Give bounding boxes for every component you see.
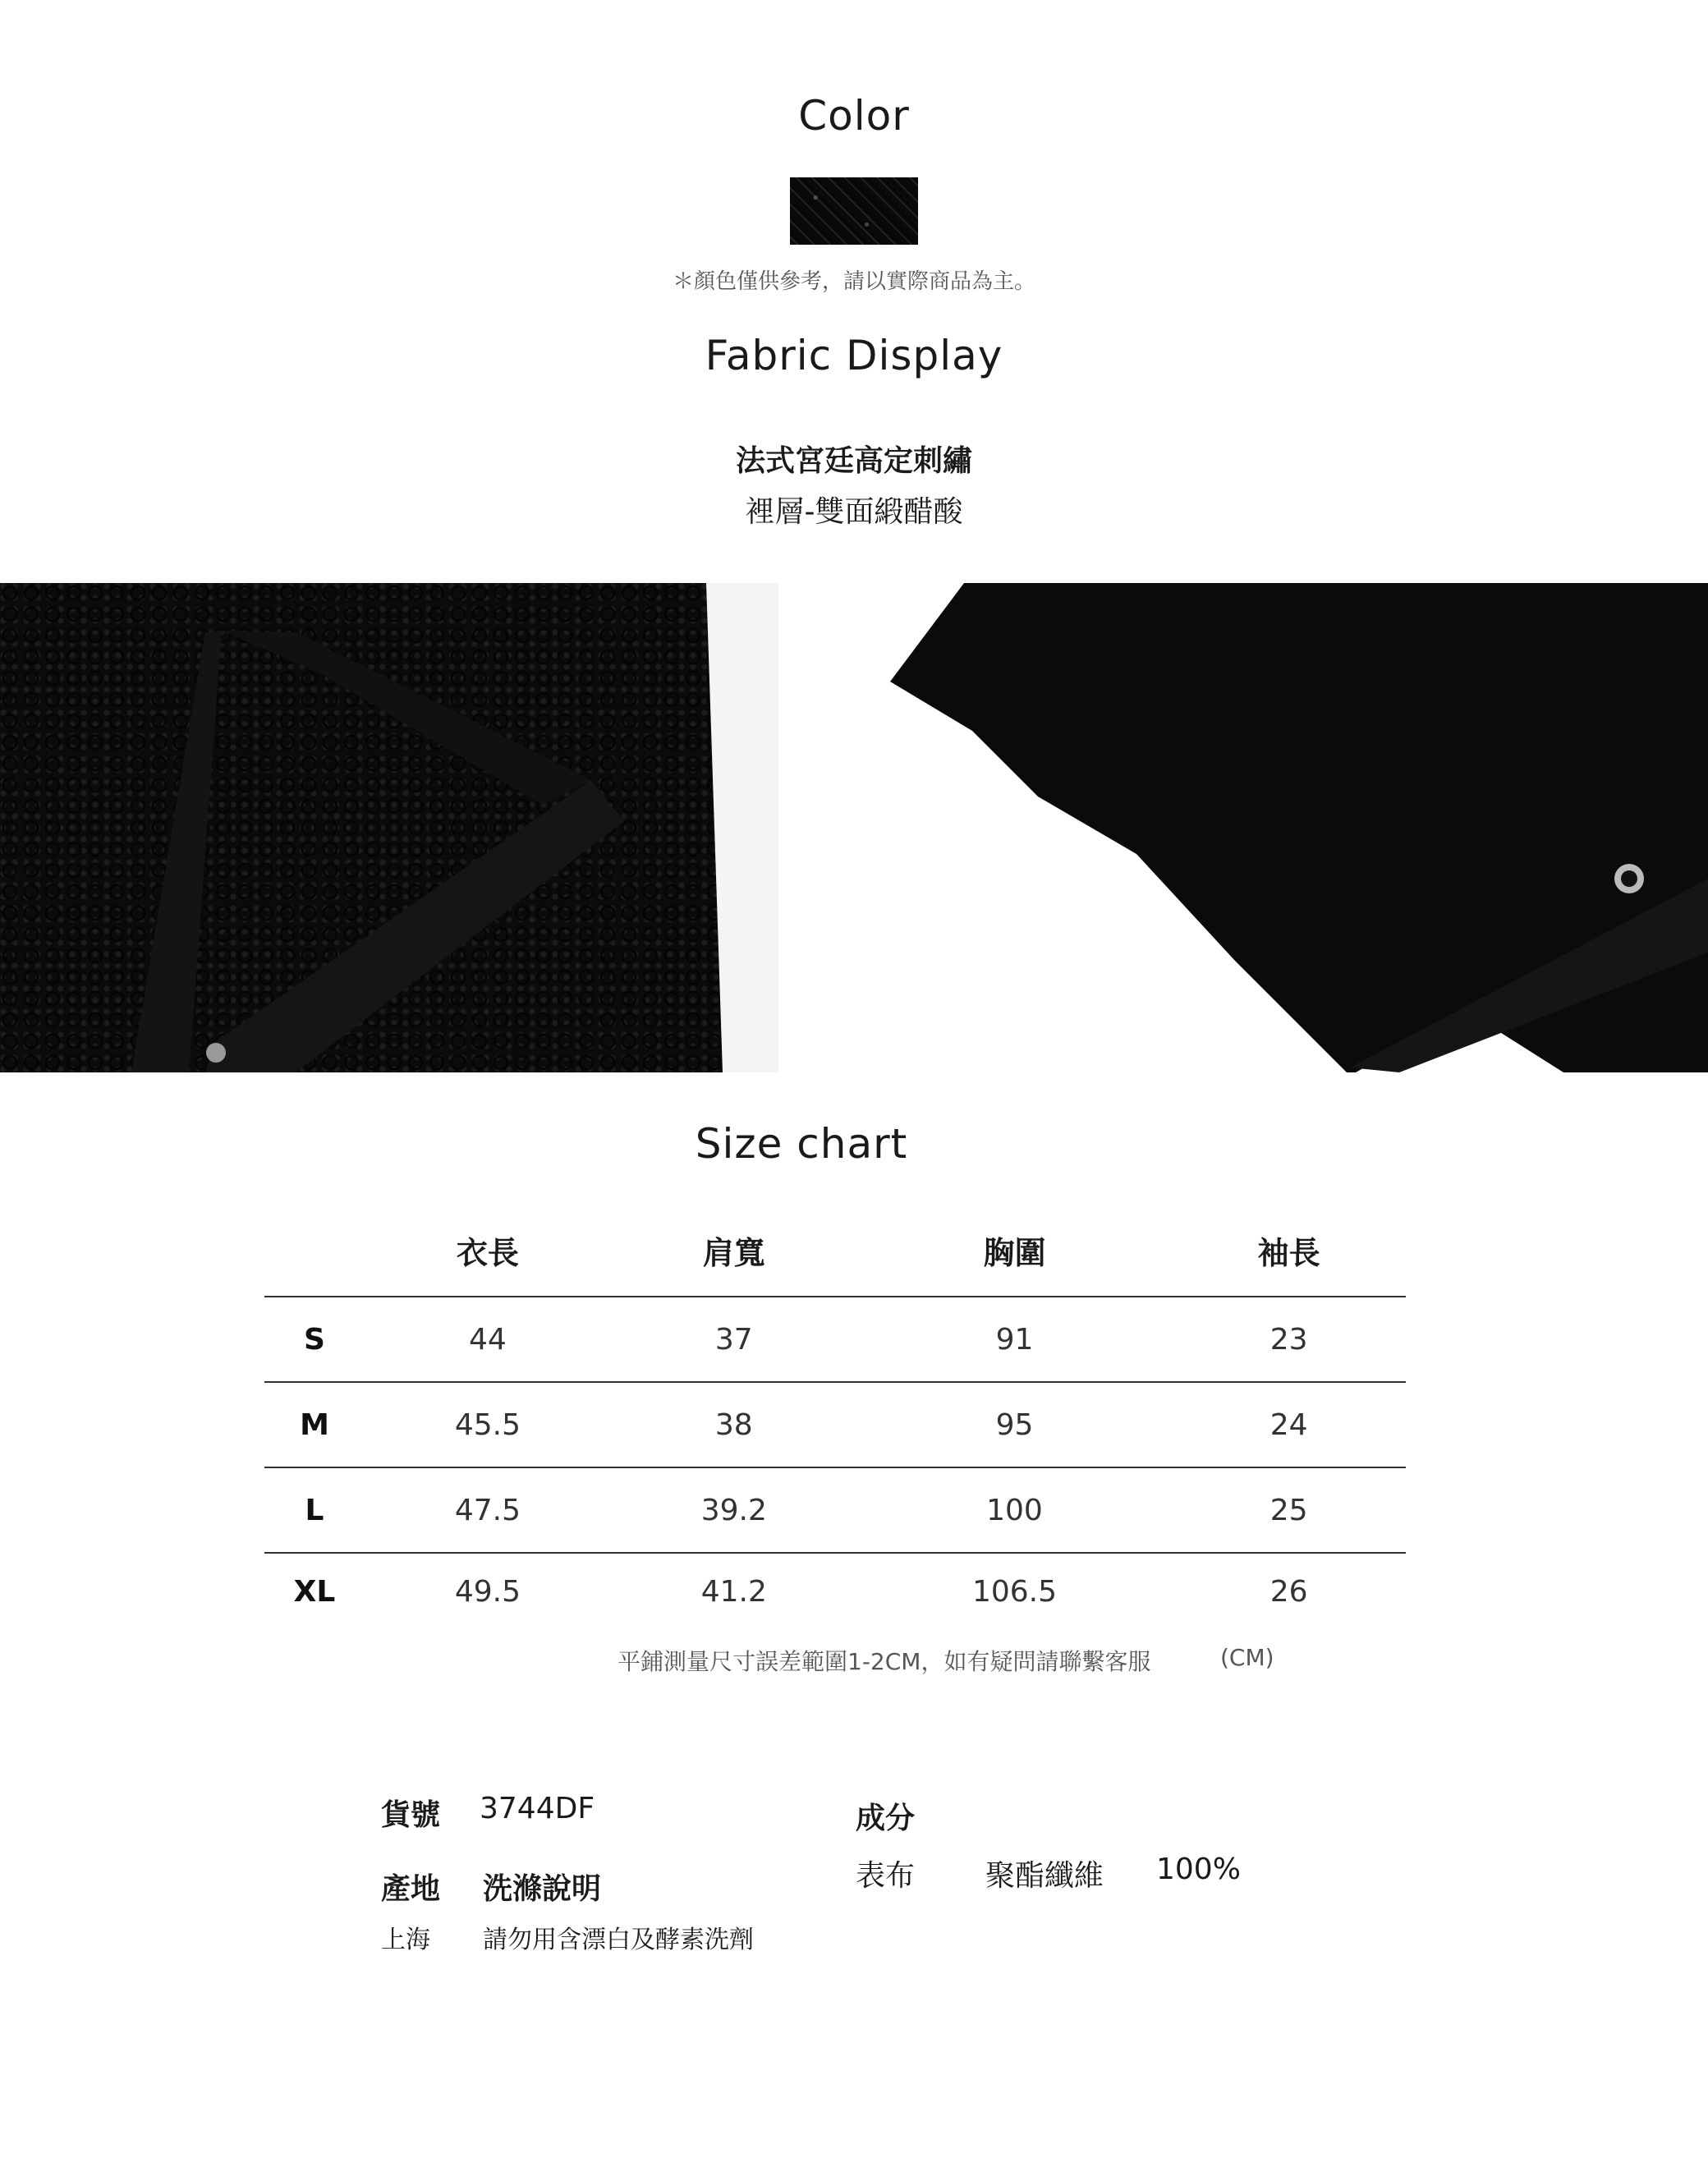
color-title: Color <box>798 92 910 140</box>
size-label: L <box>264 1467 365 1553</box>
size-table <box>264 1204 1406 1629</box>
care-label: 洗滌說明 <box>483 1872 602 1906</box>
table-cell: 37 <box>611 1297 857 1382</box>
item-no-label: 貨號 <box>381 1798 441 1832</box>
size-chart-title: Size chart <box>695 1120 908 1168</box>
table-cell: 41.2 <box>611 1553 857 1629</box>
table-cell: 49.5 <box>365 1553 611 1629</box>
color-swatch[interactable] <box>790 177 918 245</box>
size-label: S <box>264 1297 365 1382</box>
table-cell: 45.5 <box>365 1382 611 1467</box>
header-sleeve: 袖長 <box>1257 1234 1320 1271</box>
table-cell: 38 <box>611 1382 857 1467</box>
table-cell: 24 <box>1172 1382 1406 1467</box>
table-row <box>264 1297 1406 1382</box>
table-cell: 26 <box>1172 1553 1406 1629</box>
material-value: 聚酯纖維 <box>985 1859 1104 1893</box>
table-cell: 106.5 <box>857 1553 1172 1629</box>
size-unit: (CM) <box>1220 1644 1274 1671</box>
table-cell: 95 <box>857 1382 1172 1467</box>
table-cell: 23 <box>1172 1297 1406 1382</box>
size-header-blank <box>264 1204 365 1297</box>
header-chest: 胸圍 <box>983 1234 1046 1271</box>
fabric-embroidery: 法式宮廷高定刺繡 <box>735 444 972 478</box>
table-row <box>264 1467 1406 1553</box>
material-percent: 100% <box>1156 1853 1241 1886</box>
size-label: XL <box>264 1553 365 1629</box>
color-note: ＊顏色僅供參考，請以實際商品為主。 <box>672 269 1035 294</box>
table-cell: 47.5 <box>365 1467 611 1553</box>
table-row <box>264 1553 1406 1629</box>
size-footnote: 平鋪測量尺寸誤差範圍1-2CM，如有疑問請聯繫客服 <box>618 1648 1151 1675</box>
fabric-lining: 裡層-雙面緞醋酸 <box>745 495 963 529</box>
table-cell: 91 <box>857 1297 1172 1382</box>
care-value: 請勿用含漂白及酵素洗劑 <box>483 1926 754 1954</box>
composition-label: 成分 <box>856 1802 916 1835</box>
header-shoulder: 肩寬 <box>702 1234 765 1271</box>
table-cell: 25 <box>1172 1467 1406 1553</box>
table-cell: 100 <box>857 1467 1172 1553</box>
origin-label: 產地 <box>381 1872 441 1906</box>
lace-photo-sleeve <box>890 583 1708 1072</box>
fabric-label: 表布 <box>856 1859 916 1893</box>
table-cell: 44 <box>365 1297 611 1382</box>
table-row <box>264 1382 1406 1467</box>
item-no-value: 3744DF <box>480 1792 595 1825</box>
size-label: M <box>264 1382 365 1467</box>
header-length: 衣長 <box>456 1234 519 1271</box>
origin-value: 上海 <box>381 1926 430 1954</box>
table-cell: 39.2 <box>611 1467 857 1553</box>
lace-photo-collar <box>0 583 778 1072</box>
fabric-title: Fabric Display <box>705 332 1003 379</box>
